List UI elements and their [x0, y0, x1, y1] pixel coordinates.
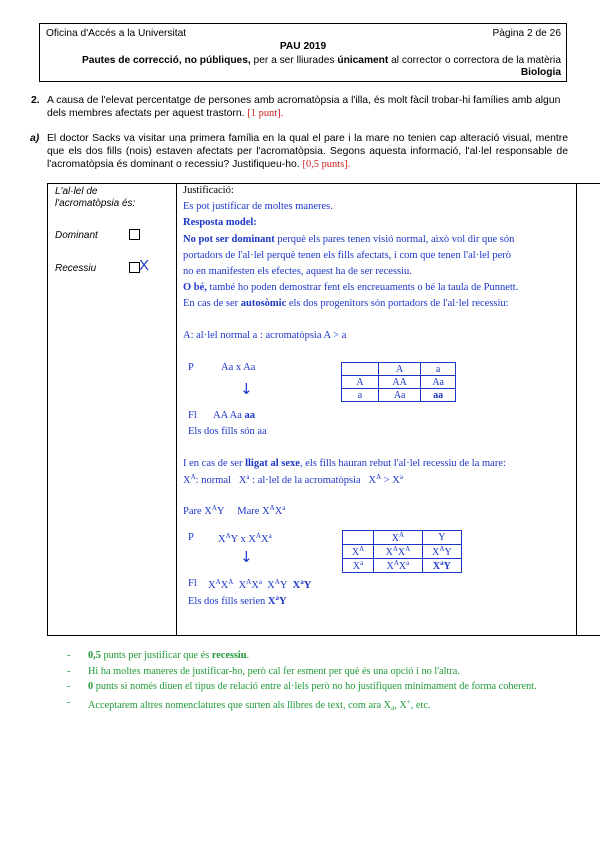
f1-genotypes: AA Aa aa: [213, 410, 255, 421]
recessive-mark: X: [139, 257, 150, 274]
part-text: El doctor Sacks va visitar una primera família en la qual el pare i la mare no tenien cap alteració visual, mentre que els dos fills (nois) estaven afectats per l'acromatòpsia. Segons aquesta informació, l'al·lel responsable de l'acromatòpsia és dominant o recessiu? Justifiqueu-ho. [0,5 punts].: [47, 133, 568, 170]
sex-linked-line: I en cas de ser lligat al sexe, els fills hauran rebut l'al·lel recessiu de la mare:: [183, 458, 506, 469]
table-row: $X^A$ $X^AX^A$ $X^AY$: [343, 545, 462, 559]
many-ways-text: Es pot justificar de moltes maneres.: [183, 201, 333, 212]
punnett-line: O bé, també ho poden demostrar fent els encreuaments o bé la taula de Punnett.: [183, 282, 519, 293]
list-item: - Acceptarem altres nomenclatures que surten als llibres de text, com ara $X_a$, X+, etc.: [62, 695, 542, 717]
allele-heading: L'al·lel de l'acromatòpsia és:: [55, 186, 136, 209]
p-cross-sex: $X^AY$ x $X^AX^a$: [218, 532, 272, 545]
table-border-right: [576, 183, 577, 636]
autosomal-line: En cas de ser autosòmic els dos progenitors són portadors de l'al·lel recessiu:: [183, 298, 509, 309]
sex-linked-legend: $X^A$: normal $X^a$ : al·lel de la acromatòpsia $X^A > X^a$: [183, 473, 404, 486]
down-arrow-icon: ↓: [240, 380, 253, 398]
p-cross: Aa x Aa: [221, 362, 256, 373]
f1-label: Fl: [188, 410, 197, 421]
autosomal-legend: A: al·lel normal a : acromatòpsia A > a: [183, 330, 347, 341]
table-row: $X^a$ $X^AX^a$ $X^aY$: [343, 559, 462, 573]
not-dominant-line-3: no en manifesten els efectes, aquest ha de ser recessiu.: [183, 266, 412, 277]
p-label: P: [188, 362, 194, 373]
list-item: - 0 punts si només diuen el tipus de relació entre al·lels però no ho justifiquen mínimament de forma coherent.: [62, 679, 542, 695]
table-row: A a: [342, 363, 456, 376]
page-number: Pàgina 2 de 26: [492, 28, 561, 39]
question-text: A causa de l'elevat percentatge de persones amb acromatòpsia a l'illa, és molt fàcil trobar-hi famílies amb algun dels membres afectats per aquest trastorn. [1 punt].: [47, 95, 561, 119]
table-row: A AA Aa: [342, 376, 456, 389]
list-item: - 0,5 punts per justificar que és recessiu.: [62, 648, 542, 664]
table-border-left: [47, 183, 48, 636]
f1-label-sex: Fl: [188, 578, 197, 589]
question-number: 2.: [31, 95, 40, 106]
not-dominant-line-1: No pot ser dominant perquè els pares tenen visió normal, això vol dir que són: [183, 234, 515, 245]
p-label-sex: P: [188, 532, 194, 543]
punnett-table-sex-linked: [342, 530, 462, 573]
model-answer-label: Resposta model:: [183, 217, 257, 228]
justification-label: Justificació:: [183, 185, 234, 196]
parents-genotype: Pare $X^AY$ Mare $X^AX^a$: [183, 504, 286, 517]
office-name: Oficina d'Accés a la Universitat: [46, 28, 187, 39]
down-arrow-icon: ↓: [240, 548, 253, 566]
not-dominant-line-2: portadors de l'al·lel perquè tenen els fills afectats, i com que tenen l'al·lel però: [183, 250, 511, 261]
table-border-top: [47, 183, 600, 184]
table-row: $X^A$ Y: [343, 531, 462, 545]
table-border-bottom: [47, 635, 600, 636]
grading-notes: [62, 648, 542, 716]
exam-title: PAU 2019: [279, 41, 327, 52]
subject: Biologia: [520, 67, 561, 78]
recessive-label: Recessiu: [55, 263, 97, 274]
table-divider: [176, 183, 177, 636]
table-row: a Aa aa: [342, 389, 456, 402]
page-header: [39, 23, 567, 82]
punnett-table-autosomal: [341, 362, 456, 402]
part-label: a): [30, 133, 40, 144]
dominant-label: Dominant: [55, 230, 98, 241]
f1-genotypes-sex: $X^AX^A$ $X^AX^a$ $X^AY$ $X^aY$: [208, 578, 312, 591]
list-item: - Hi ha moltes maneres de justificar-ho, però cal fer esment per què és una opció i no l'altra.: [62, 664, 542, 680]
criteria-line: Pautes de correcció, no públiques, per a ser lliurades únicament al corrector o correctora de la matèria: [82, 55, 561, 66]
dominant-checkbox[interactable]: [129, 229, 140, 240]
f1-conclusion: Els dos fills són aa: [188, 426, 267, 437]
f1-conclusion-sex: Els dos fills serien $X^aY$: [188, 594, 287, 607]
